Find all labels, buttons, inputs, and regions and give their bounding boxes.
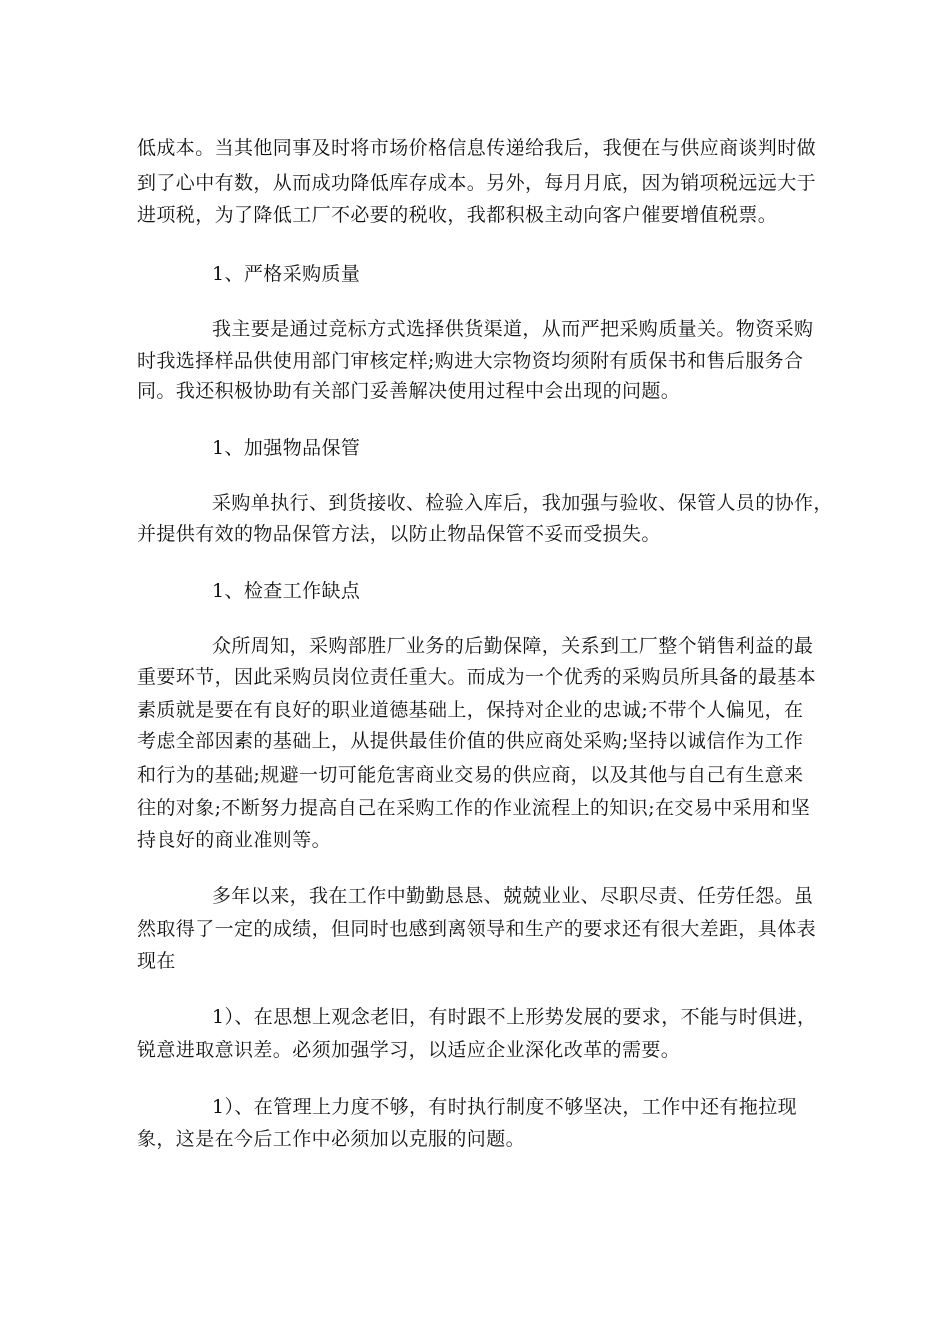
paragraph-line: 往的对象;不断努力提高自己在采购工作的作业流程上的知识;在交易中采用和坚 — [137, 797, 811, 819]
paragraph-line: 1）、在管理上力度不够，有时执行制度不够坚决，工作中还有拖拉现 — [212, 1096, 797, 1118]
section-heading: 1、检查工作缺点 — [212, 580, 361, 602]
paragraph-line: 然取得了一定的成绩，但同时也感到离领导和生产的要求还有很大差距，具体表 — [137, 918, 817, 940]
paragraph-line: 进项税，为了降低工厂不必要的税收，我都积极主动向客户催要增值税票。 — [137, 204, 778, 226]
paragraph-line: 采购单执行、到货接收、检验入库后，我加强与验收、保管人员的协作， — [212, 492, 833, 514]
paragraph-line: 象，这是在今后工作中必须加以克服的问题。 — [137, 1128, 526, 1150]
paragraph-line: 同。我还积极协助有关部门妥善解决使用过程中会出现的问题。 — [137, 380, 681, 402]
paragraph-line: 我主要是通过竞标方式选择供货渠道，从而严把采购质量关。物资采购 — [212, 318, 814, 340]
paragraph-line: 并提供有效的物品保管方法，以防止物品保管不妥而受损失。 — [137, 523, 661, 545]
paragraph-line: 考虑全部因素的基础上，从提供最佳价值的供应商处采购;坚持以诚信作为工作 — [137, 730, 804, 752]
paragraph-line: 到了心中有数，从而成功降低库存成本。另外，每月月底，因为销项税远远大于 — [137, 172, 817, 194]
section-heading: 1、加强物品保管 — [212, 437, 361, 459]
paragraph-line: 锐意进取意识差。必须加强学习，以适应企业深化改革的需要。 — [137, 1039, 681, 1061]
paragraph-line: 和行为的基础;规避一切可能危害商业交易的供应商，以及其他与自己有生意来 — [137, 764, 804, 786]
paragraph-line: 素质就是要在有良好的职业道德基础上，保持对企业的忠诚;不带个人偏见，在 — [137, 699, 804, 721]
paragraph-line: 多年以来，我在工作中勤勤恳恳、兢兢业业、尽职尽责、任劳任怨。虽 — [212, 885, 814, 907]
paragraph-line: 重要环节，因此采购员岗位责任重大。而成为一个优秀的采购员所具备的最基本 — [137, 666, 817, 688]
paragraph-line: 时我选择样品供使用部门审核定样;购进大宗物资均须附有质保书和售后服务合 — [137, 350, 804, 372]
section-heading: 1、严格采购质量 — [212, 263, 361, 285]
paragraph-line: 低成本。当其他同事及时将市场价格信息传递给我后，我便在与供应商谈判时做 — [137, 137, 817, 159]
paragraph-line: 持良好的商业准则等。 — [137, 829, 332, 851]
paragraph-line: 众所周知，采购部胜厂业务的后勤保障，关系到工厂整个销售利益的最 — [212, 635, 814, 657]
paragraph-line: 1）、在思想上观念老旧，有时跟不上形势发展的要求，不能与时俱进， — [212, 1006, 817, 1028]
paragraph-line: 现在 — [137, 950, 176, 972]
